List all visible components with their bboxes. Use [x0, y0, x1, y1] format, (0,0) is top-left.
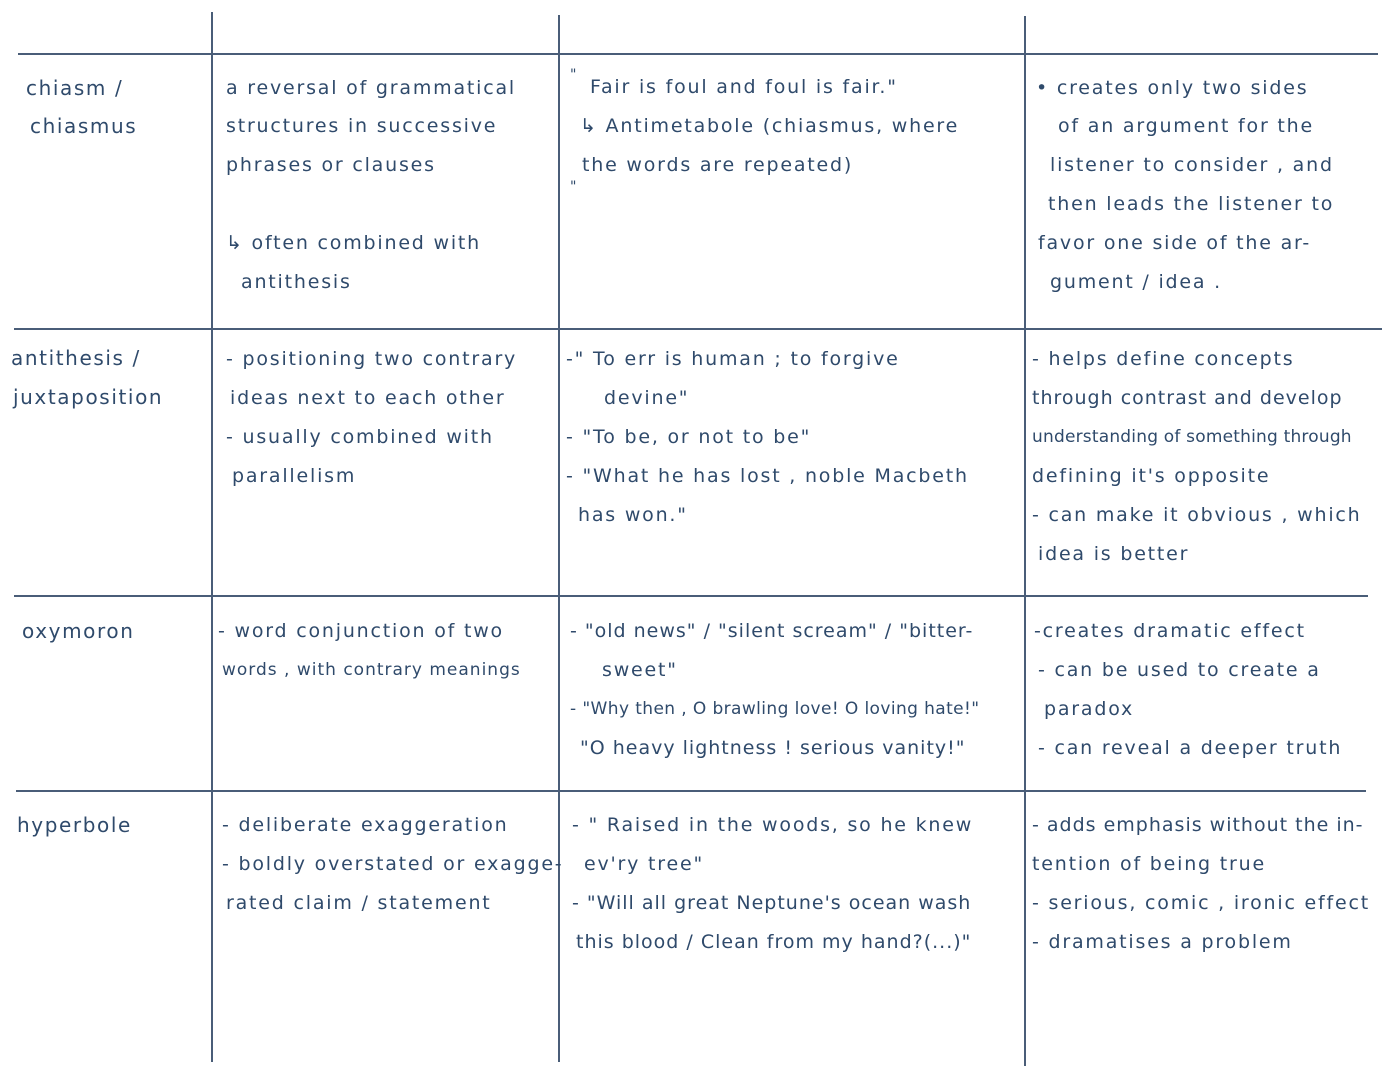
example-line: " [570, 67, 579, 83]
example-line: - "old news" / "silent scream" / "bitter- [570, 620, 974, 642]
example-line: sweet" [602, 659, 678, 681]
example-line: ev'ry tree" [584, 853, 705, 875]
effect-line: - dramatises a problem [1032, 931, 1293, 953]
effect-line: paradox [1044, 698, 1135, 720]
effect-line: then leads the listener to [1048, 193, 1335, 215]
effect-line: - serious, comic , ironic effect [1032, 892, 1370, 914]
table-rule-header [18, 53, 1378, 55]
example-line: - "Will all great Neptune's ocean wash [572, 892, 972, 914]
example-line: -" To err is human ; to forgive [566, 348, 900, 370]
definition-line: words , with contrary meanings [222, 660, 521, 680]
table-column-rule-1 [211, 12, 213, 1062]
example-line: Fair is foul and foul is fair." [590, 76, 898, 98]
term-line: oxymoron [22, 619, 135, 643]
table-column-rule-3 [1024, 16, 1026, 1066]
effect-line: favor one side of the ar- [1038, 232, 1312, 254]
effect-line: idea is better [1038, 543, 1190, 565]
definition-line: ↳ often combined with [226, 232, 482, 254]
example-line: - "What he has lost , noble Macbeth [566, 465, 969, 487]
example-line: this blood / Clean from my hand?(...)" [576, 931, 972, 953]
example-line: "O heavy lightness ! serious vanity!" [580, 737, 966, 759]
example-line: " [570, 179, 579, 195]
definition-line: phrases or clauses [226, 154, 436, 176]
definition-line: antithesis [241, 271, 352, 293]
effect-line: -creates dramatic effect [1034, 620, 1306, 642]
effect-line: listener to consider , and [1050, 154, 1334, 176]
definition-line: structures in successive [226, 115, 498, 137]
effect-line: tention of being true [1032, 853, 1266, 875]
effect-line: defining it's opposite [1032, 465, 1271, 487]
effect-line: - can make it obvious , which [1032, 504, 1362, 526]
effect-line: of an argument for the [1058, 115, 1314, 137]
definition-line: - boldly overstated or exagge- [222, 853, 564, 875]
example-line: the words are repeated) [582, 154, 854, 176]
example-line: - "To be, or not to be" [566, 426, 812, 448]
definition-line: rated claim / statement [226, 892, 492, 914]
term-line: antithesis / [11, 346, 141, 370]
table-rule-row-2 [14, 595, 1368, 597]
example-line: ↳ Antimetabole (chiasmus, where [580, 115, 960, 137]
effect-line: • creates only two sides [1036, 77, 1309, 99]
definition-line: a reversal of grammatical [226, 77, 516, 99]
example-line: - " Raised in the woods, so he knew [572, 814, 974, 836]
effect-line: through contrast and develop [1032, 387, 1343, 409]
effect-line: - adds emphasis without the in- [1032, 814, 1364, 836]
example-line: has won." [578, 504, 688, 526]
definition-line: - word conjunction of two [218, 620, 504, 642]
term-line: chiasmus [30, 114, 138, 138]
effect-line: understanding of something through [1032, 427, 1352, 447]
effect-line: - helps define concepts [1032, 348, 1295, 370]
table-column-rule-2 [558, 15, 560, 1062]
definition-line: ideas next to each other [230, 387, 506, 409]
effect-line: gument / idea . [1050, 271, 1223, 293]
definition-line: - deliberate exaggeration [222, 814, 509, 836]
term-line: hyperbole [17, 813, 132, 837]
definition-line: - positioning two contrary [226, 348, 518, 370]
definition-line: - usually combined with [226, 426, 494, 448]
table-rule-row-1 [14, 328, 1382, 330]
table-rule-row-3 [16, 790, 1366, 792]
effect-line: - can be used to create a [1038, 659, 1321, 681]
example-line: - "Why then , O brawling love! O loving hate!" [570, 699, 980, 719]
term-line: juxtaposition [13, 385, 164, 409]
effect-line: - can reveal a deeper truth [1038, 737, 1343, 759]
example-line: devine" [604, 387, 690, 409]
definition-line: parallelism [232, 465, 357, 487]
term-line: chiasm / [26, 76, 124, 100]
